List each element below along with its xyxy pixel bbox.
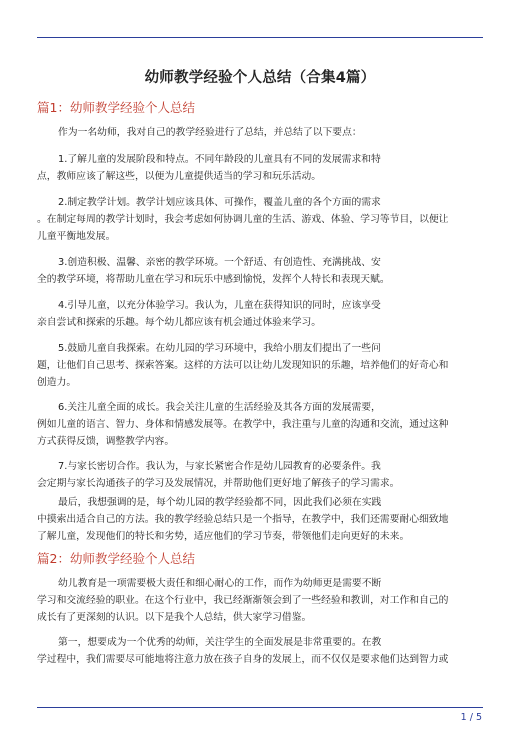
paragraph: [37, 634, 483, 668]
text-line: 中摸索出适合自己的方法。我的教学经验总结只是一个指导，在教学中，我们还需要耐心细致地: [37, 514, 449, 525]
text-line: 1.了解儿童的发展阶段和特点。不同年龄段的儿童具有不同的发展需求和特: [58, 154, 381, 165]
text-line: 方式获得反馈，调整教学内容。: [37, 436, 175, 447]
text-line: 题，让他们自己思考、探索答案。这样的方法可以让幼儿发现知识的乐趣，培养他们的好奇心和: [37, 360, 449, 371]
text-line: 6.关注儿童全面的成长。我会关注儿童的生活经验及其各方面的发展需要，: [58, 402, 381, 413]
paragraph: [37, 340, 483, 391]
text-line: 作为一名幼师，我对自己的教学经验进行了总结，并总结了以下要点：: [58, 127, 362, 138]
footer-rule: [37, 707, 483, 708]
text-line: 学过程中，我们需要尽可能地将注意力放在孩子自身的发展上，而不仅仅是要求他们达到智力或: [37, 654, 449, 665]
header-rule: [37, 37, 483, 38]
text-line: 幼儿教育是一项需要极大责任和细心耐心的工作，而作为幼师更是需要不断: [58, 578, 382, 589]
text-line: 了解儿童，发现他们的特长和劣势，适应他们的学习节奏，带领他们走向更好的未来。: [37, 531, 410, 542]
paragraph: [37, 494, 483, 545]
text-line: 点，教师应该了解这些，以便为儿童提供适当的学习和玩乐活动。: [37, 171, 322, 182]
text-line: 成长有了更深刻的认识。以下是我个人总结，供大家学习借鉴。: [37, 612, 312, 623]
paragraph: [37, 458, 483, 492]
text-line: 学习和交流经验的职业。在这个行业中，我已经渐渐领会到了一些经验和教训，对工作和自己的: [37, 595, 449, 606]
page-number: 1 / 5: [460, 712, 482, 723]
paragraph: [37, 151, 483, 185]
text-line: 创造力。: [37, 377, 77, 388]
text-line: 最后，我想强调的是，每个幼儿园的教学经验都不同，因此我们必须在实践: [58, 497, 382, 508]
text-line: 7.与家长密切合作。我认为，与家长紧密合作是幼儿园教育的必要条件。我: [58, 461, 381, 472]
paragraph: [37, 399, 483, 450]
paragraph: [37, 124, 483, 141]
text-line: 4.引导儿童，以充分体验学习。我认为，儿童在获得知识的同时，应该享受: [58, 300, 381, 311]
paragraph: [37, 575, 483, 626]
text-line: 儿童平衡地发展。: [37, 231, 116, 242]
text-line: 会定期与家长沟通孩子的学习及发展情况，并帮助他们更好地了解孩子的学习需求。: [37, 478, 400, 489]
text-line: 例如儿童的语言、智力、身体和情感发展等。在教学中，我注重与儿童的沟通和交流，通过这种: [37, 419, 449, 430]
paragraph: [37, 297, 483, 331]
text-line: 5.鼓励儿童自我探索。在幼儿园的学习环境中，我给小朋友们提出了一些问: [58, 343, 381, 354]
paragraph: [37, 254, 483, 288]
section-heading-2: 篇2：幼师教学经验个人总结: [37, 551, 195, 566]
text-line: 3.创造积极、温馨、亲密的教学环境。一个舒适、有创造性、充满挑战、安: [58, 257, 381, 268]
section-heading-1: 篇1：幼师教学经验个人总结: [37, 100, 195, 115]
document-title: 幼师教学经验个人总结（合集4篇）: [144, 70, 376, 86]
text-line: 。在制定每周的教学计划时，我会考虑如何协调儿童的生活、游戏、体验、学习等节目，以便让: [37, 214, 449, 225]
text-line: 2.制定教学计划。教学计划应该具体、可操作，覆盖儿童的各个方面的需求: [58, 197, 381, 208]
text-line: 全的教学环境，将帮助儿童在学习和玩乐中感到愉悦，发挥个人特长和表现天赋。: [37, 274, 390, 285]
paragraph: [37, 194, 483, 245]
text-line: 第一，想要成为一个优秀的幼师，关注学生的全面发展是非常重要的。在教: [58, 637, 382, 648]
text-line: 亲自尝试和探索的乐趣。每个幼儿都应该有机会通过体验来学习。: [37, 317, 322, 328]
